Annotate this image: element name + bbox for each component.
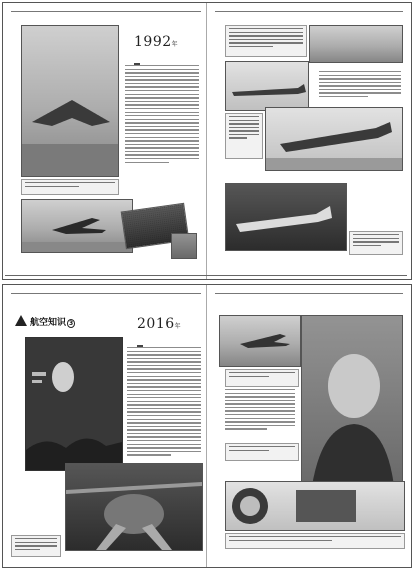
header-rule-right — [215, 11, 403, 12]
body-text-column-left — [127, 347, 201, 458]
photo-pilot-portrait — [301, 315, 403, 487]
pilot-silhouette — [302, 316, 402, 486]
rotor-silhouette — [66, 464, 202, 550]
climbing-silhouette — [220, 316, 300, 366]
year-badge-1992 — [134, 31, 178, 69]
caption-box-right-mid — [225, 113, 263, 159]
photo-instrument-panel — [225, 481, 405, 531]
caption-under-photo — [21, 179, 119, 195]
year-badge-2016 — [137, 313, 181, 351]
bottom-border — [5, 271, 407, 276]
takeoff-silhouette — [22, 200, 132, 252]
body-text-column-right — [319, 71, 401, 100]
photo-aircraft-climbing — [219, 315, 301, 367]
caption-box-right-b — [225, 443, 299, 461]
jet-parked-silhouette — [226, 184, 346, 250]
plane-silhouette — [22, 26, 118, 176]
photo-small-inset — [171, 233, 197, 259]
year-number: 1992 — [134, 34, 172, 50]
year-suffix: 年 — [171, 41, 178, 48]
photo-airliner-side — [225, 61, 309, 111]
caption-box-right-top — [225, 25, 307, 57]
magazine-spread-top — [2, 2, 412, 280]
photo-tailfin — [309, 25, 403, 63]
spread-gutter — [206, 285, 207, 567]
spread-gutter — [206, 3, 207, 279]
photo-jet-on-ground — [265, 107, 403, 171]
body-text-column-right — [225, 389, 295, 432]
photo-jet-parked — [225, 183, 347, 251]
airliner-side-silhouette — [226, 62, 308, 110]
header-rule-left — [11, 11, 201, 12]
cover-crowd-silhouette — [26, 338, 122, 470]
photo-plane-takeoff — [21, 199, 133, 253]
caption-box-right-c — [225, 533, 405, 549]
header-rule-left — [11, 293, 201, 294]
caption-box-right-bottom — [349, 231, 403, 255]
year-suffix: 年 — [174, 323, 181, 330]
header-rule-right — [215, 293, 403, 294]
photo-helicopter-rotor — [65, 463, 203, 551]
year-number: 2016 — [137, 316, 175, 332]
jet-ground-silhouette — [266, 108, 402, 170]
magazine-spread-bottom — [2, 284, 412, 568]
column-title-logo — [15, 315, 111, 329]
caption-box-right-a — [225, 369, 299, 387]
magazine-cover-photo — [25, 337, 123, 471]
photo-plane-on-runway — [21, 25, 119, 177]
caption-box-bottom-left — [11, 535, 61, 557]
instrument-silhouette — [226, 482, 404, 530]
triangle-logo-icon — [15, 315, 27, 326]
column-title: 航空知识 3 — [30, 318, 74, 328]
body-text-column-left — [125, 65, 199, 165]
